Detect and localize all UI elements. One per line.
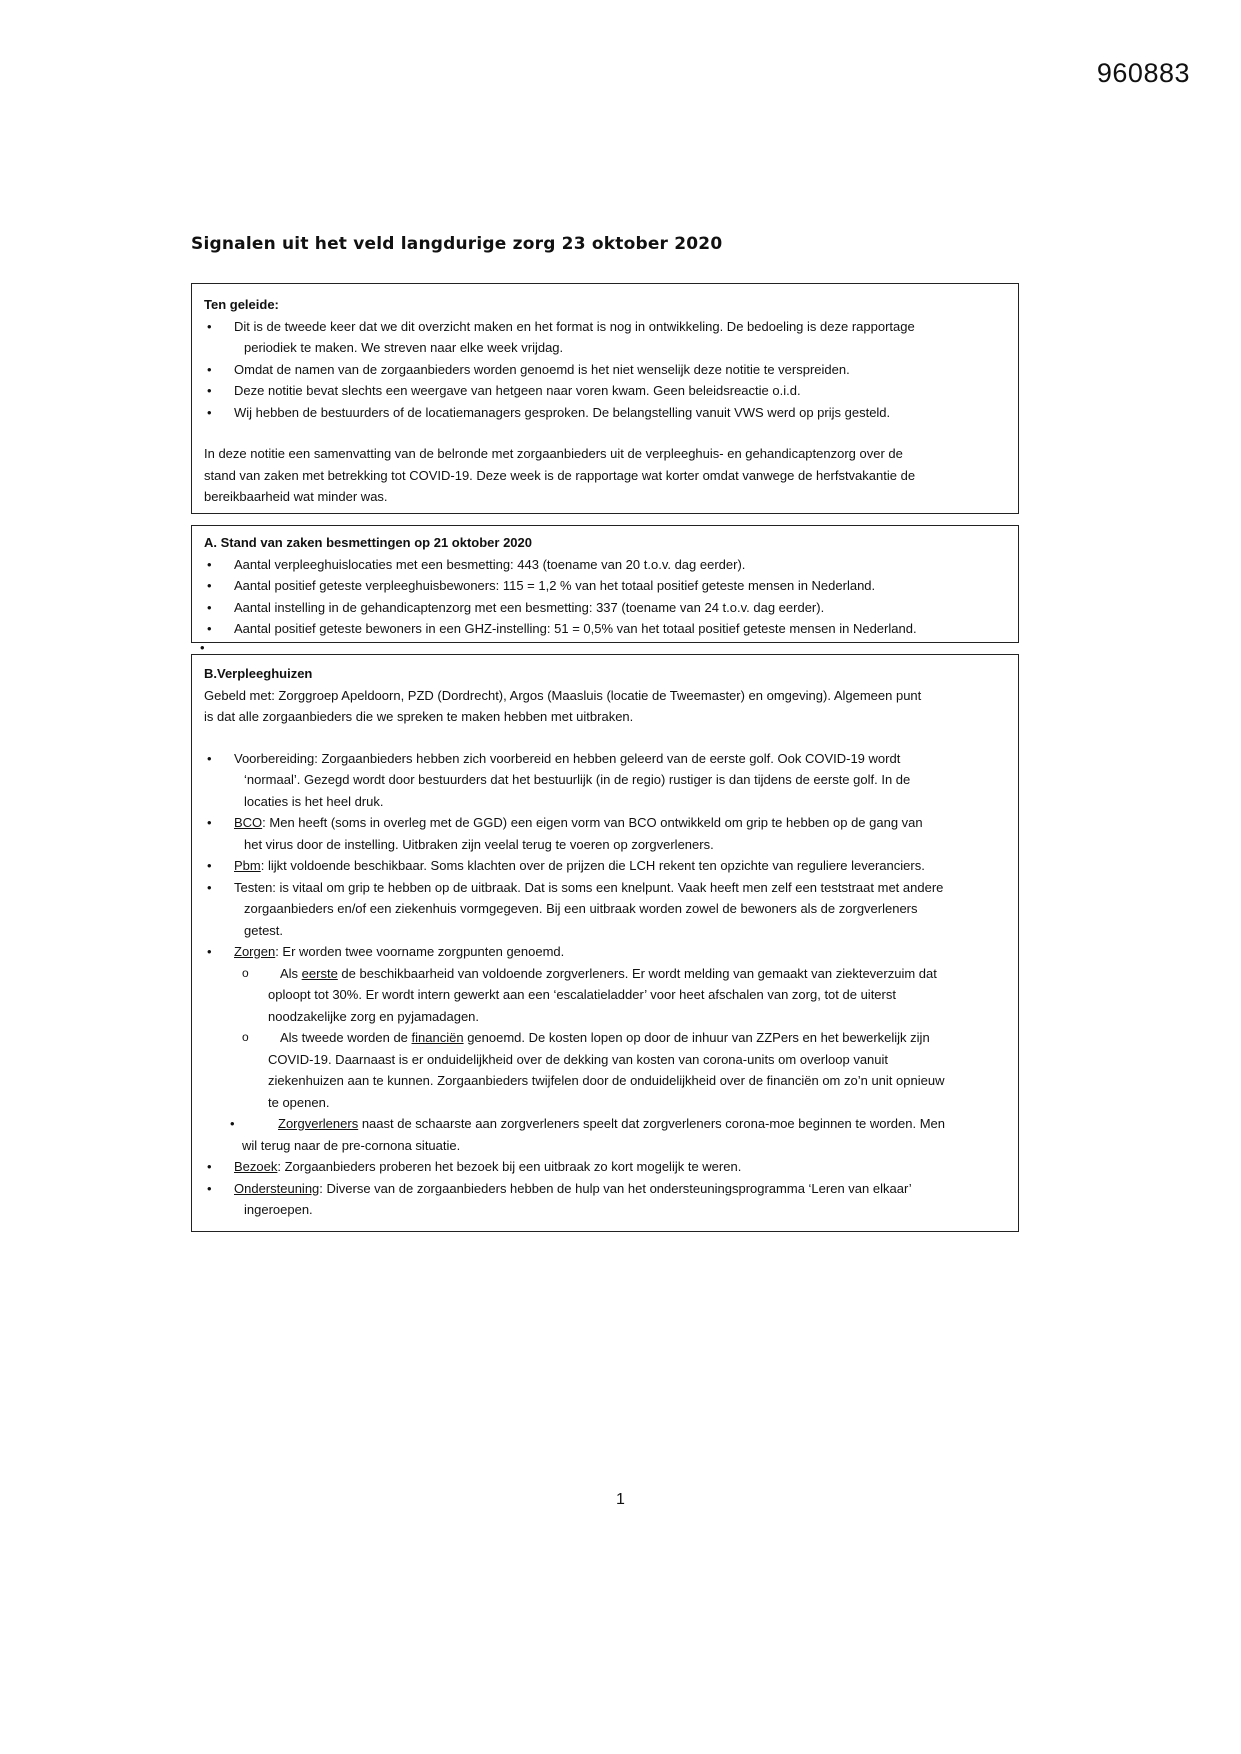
- zorgen-text: : Er worden twee voorname zorgpunten genoemd.: [275, 944, 565, 959]
- page-number: 1: [616, 1491, 625, 1508]
- intro-bullet-line: periodiek te maken. We streven naar elke week vrijdag.: [244, 340, 564, 355]
- bullet-bezoek: [204, 1156, 1006, 1178]
- financien-line: te openen.: [268, 1094, 330, 1110]
- intro-bullet-list: [204, 316, 1006, 424]
- financien-line: [268, 1027, 1006, 1049]
- financien-text: genoemd. De kosten lopen op door de inhuur van ZZPers en het bewerkelijk zijn: [463, 1030, 930, 1045]
- intro-bullet-line: • Omdat de namen van de zorgaanbieders worden genoemd is het niet wenselijk deze notitie te verspreiden.: [234, 361, 850, 377]
- pbm-label: Pbm: [234, 858, 261, 873]
- section-a-bullet-list: [204, 554, 1006, 640]
- document-title: Signalen uit het veld langdurige zorg 23 oktober 2020: [191, 234, 723, 254]
- zorgen-line: [234, 941, 1006, 963]
- bullet-voorbereiding: [204, 748, 1006, 813]
- ondersteuning-line: ingeroepen.: [244, 1202, 313, 1217]
- document-number: 960883: [1096, 58, 1190, 88]
- zorgverleners-text: naast de schaarste aan zorgverleners speelt dat zorgverleners corona-moe beginnen te worden. Men: [358, 1116, 945, 1131]
- section-a-bullet: [204, 618, 1006, 640]
- eerste-text: de beschikbaarheid van voldoende zorgverleners. Er wordt melding van gemaakt van ziekteverzuim dat: [337, 965, 937, 981]
- financien-line: COVID-19. Daarnaast is er onduidelijkheid over de dekking van kosten van corona-units om overloop vanuit: [268, 1051, 889, 1067]
- called-paragraph: [204, 685, 1006, 728]
- intro-heading: Ten geleide:: [204, 297, 279, 312]
- section-a-heading: A. Stand van zaken besmettingen op 21 oktober 2020: [204, 535, 532, 550]
- financien-prefix: Als tweede worden de: [280, 1030, 412, 1045]
- bezoek-text: : Zorgaanbieders proberen het bezoek bij een uitbraak zo kort mogelijk te weren.: [277, 1159, 742, 1174]
- ondersteuning-label: Ondersteuning: [234, 1180, 320, 1196]
- bullet-ondersteuning: [204, 1178, 1006, 1221]
- financien-label: financiën: [411, 1030, 464, 1045]
- zorgen-label: Zorgen: [234, 944, 276, 959]
- bullet-bco: [204, 812, 1006, 855]
- intro-bullet: [204, 380, 1006, 402]
- sub-bullet-financien: [204, 1027, 1006, 1113]
- bco-text: : Men heeft (soms in overleg met de GGD) een eigen vorm van BCO ontwikkeld om grip te hebben op de gang van: [262, 815, 923, 830]
- bullet-testen: [204, 877, 1006, 942]
- section-a-box: [191, 525, 1019, 643]
- called-line: Gebeld met: Zorggroep Apeldoorn, PZD (Dordrecht), Argos (Maasluis (locatie de Tweemaster) en omgeving). Algemeen punt: [204, 687, 922, 703]
- bullet-zorgverleners: [204, 1113, 1006, 1156]
- intro-bullet-line: • Dit is de tweede keer dat we dit overzicht maken en het format is nog in ontwikkeling. De bedoeling is deze rapportage: [234, 318, 915, 334]
- called-line: is dat alle zorgaanbieders die we spreken te maken hebben met uitbraken.: [204, 709, 634, 724]
- sub-bullet-eerste: [204, 963, 1006, 1028]
- section-b-bullet-list: [204, 748, 1006, 1221]
- financien-line: ziekenhuizen aan te kunnen. Zorgaanbieders twijfelen door de onduidelijkheid over de financiën om zo’n unit opnieuw: [268, 1073, 945, 1088]
- intro-paragraph-line: bereikbaarheid wat minder was.: [204, 489, 388, 504]
- eerste-line: [268, 963, 1006, 985]
- section-a-bullet-text: Aantal positief geteste verpleeghuisbewoners: 115 = 1,2 % van het totaal positief geteste mensen in Nederland.: [234, 578, 876, 593]
- intro-bullet: [204, 402, 1006, 424]
- section-a-bullet: [204, 575, 1006, 597]
- stray-bullet: •: [200, 640, 205, 655]
- ondersteuning-line: [234, 1178, 1006, 1200]
- bco-line: [234, 812, 1006, 834]
- eerste-label: eerste: [301, 965, 338, 981]
- section-a-bullet-text: Aantal instelling in de gehandicaptenzorg met een besmetting: 337 (toename van 24 t.o.v. dag eerder).: [234, 599, 825, 615]
- ondersteuning-text: : Diverse van de zorgaanbieders hebben de hulp van het ondersteuningsprogramma ‘Leren van elkaar’: [319, 1180, 912, 1196]
- intro-paragraph: [204, 443, 1006, 508]
- section-b-box: [191, 654, 1019, 1232]
- intro-paragraph-line: stand van zaken met betrekking tot COVID-19. Deze week is de rapportage wat korter omdat vanwege de herfstvakantie de: [204, 467, 916, 483]
- voorbereiding-line: locaties is het heel druk.: [244, 793, 384, 809]
- bezoek-label: Bezoek: [234, 1159, 278, 1174]
- section-a-bullet: [204, 554, 1006, 576]
- intro-bullet: [204, 316, 1006, 359]
- section-a-bullet-text: Aantal verpleeghuislocaties met een besmetting: 443 (toename van 20 t.o.v. dag eerder).: [234, 556, 746, 572]
- intro-bullet: [204, 359, 1006, 381]
- testen-line: zorgaanbieders en/of een ziekenhuis vormgegeven. Bij een uitbraak worden zowel de bewoners als de zorgverleners: [244, 901, 918, 916]
- bco-label: BCO: [234, 815, 263, 830]
- section-a-bullet: [204, 597, 1006, 619]
- eerste-line: oploopt tot 30%. Er wordt intern gewerkt aan een ‘escalatieladder’ voor heet afschalen van zorg, tot de uiterst: [268, 987, 896, 1002]
- bco-line: het virus door de instelling. Uitbraken zijn veelal terug te voeren op zorgverleners.: [244, 836, 714, 852]
- pbm-line: [234, 855, 1006, 877]
- zorgverleners-label: Zorgverleners: [278, 1116, 359, 1131]
- eerste-line: noodzakelijke zorg en pyjamadagen.: [268, 1008, 480, 1024]
- bullet-pbm: [204, 855, 1006, 877]
- intro-bullet-line: • Wij hebben de bestuurders of de locatiemanagers gesproken. De belangstelling vanuit VWS werd op prijs gesteld.: [234, 404, 891, 420]
- section-b-heading: B.Verpleeghuizen: [204, 666, 313, 681]
- zorgverleners-line: wil terug naar de pre-cornona situatie.: [242, 1137, 461, 1153]
- spacer: [204, 423, 1006, 443]
- voorbereiding-line: • Voorbereiding: Zorgaanbieders hebben zich voorbereid en hebben geleerd van de eerste golf. Ook COVID-19 wordt: [234, 750, 901, 766]
- bullet-zorgen: [204, 941, 1006, 963]
- eerste-prefix: Als: [280, 965, 302, 981]
- bezoek-line: [234, 1156, 1006, 1178]
- testen-line: • Testen: is vitaal om grip te hebben op de uitbraak. Dat is soms een knelpunt. Vaak heeft men zelf een teststraat met andere: [234, 879, 944, 895]
- intro-box: [191, 283, 1019, 514]
- testen-line: getest.: [244, 922, 284, 938]
- intro-bullet-line: • Deze notitie bevat slechts een weergave van hetgeen naar voren kwam. Geen beleidsreactie o.i.d.: [234, 383, 801, 398]
- section-a-bullet-text: Aantal positief geteste bewoners in een GHZ-instelling: 51 = 0,5% van het totaal positief geteste mensen in Nederland.: [234, 621, 917, 636]
- zorgverleners-line: [256, 1113, 1006, 1135]
- intro-paragraph-line: In deze notitie een samenvatting van de belronde met zorgaanbieders uit de verpleeghuis- en gehandicaptenzorg over de: [204, 446, 903, 461]
- spacer: [204, 728, 1006, 748]
- voorbereiding-line: ‘normaal’. Gezegd wordt door bestuurders dat het bestuurlijk (in de regio) rustiger is dan tijdens de eerste golf. In de: [244, 772, 911, 787]
- pbm-text: : lijkt voldoende beschikbaar. Soms klachten over de prijzen die LCH rekent ten opzichte van reguliere leveranciers.: [260, 858, 925, 873]
